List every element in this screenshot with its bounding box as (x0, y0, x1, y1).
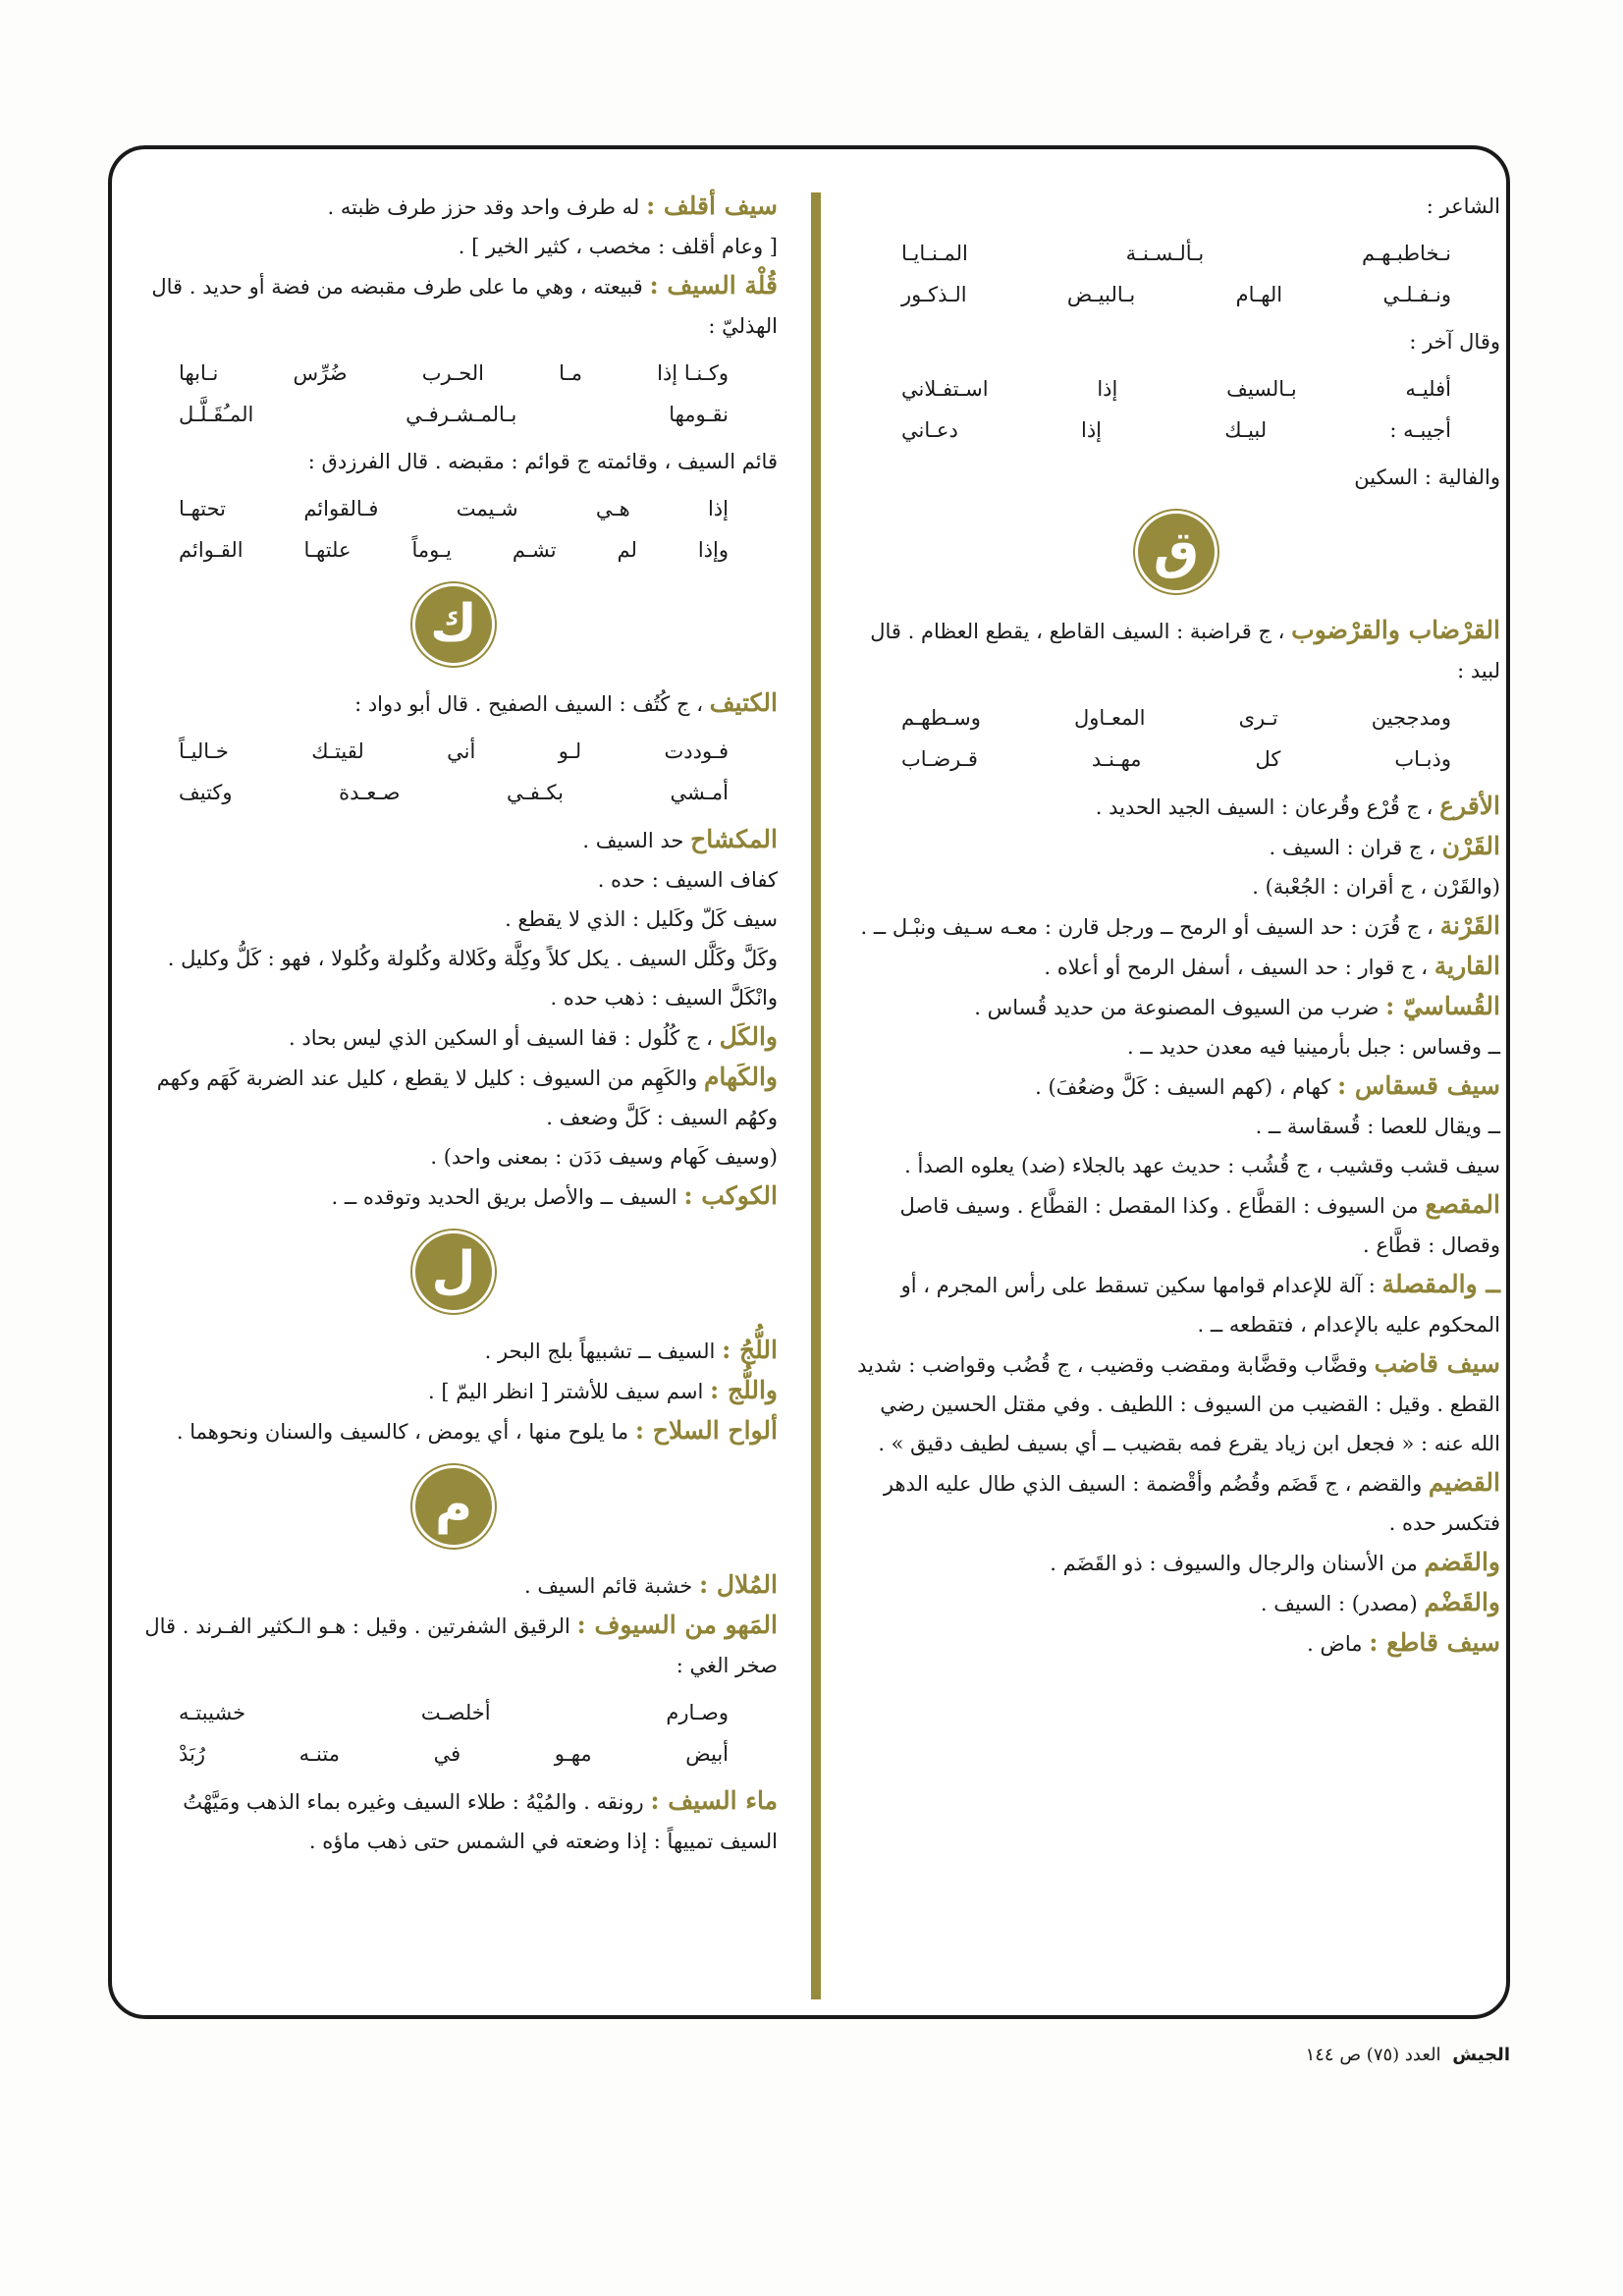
verse-word: دعـاني (901, 418, 958, 442)
definition: حد السيف . (582, 829, 684, 852)
entry-mahw (130, 1606, 778, 1685)
verse-word: علتهـا (303, 538, 352, 562)
entry-qarn (852, 827, 1500, 867)
headword: الأقرع (1439, 792, 1500, 820)
verse-word: الـذكـور (901, 283, 967, 306)
definition: ، ج قراضبة : السيف القاطع ، يقطع العظام . قال لبيد : (870, 620, 1500, 683)
definition: ما يلوح منها ، أي يومض ، كالسيف والسنان ونحوهما . (176, 1420, 629, 1444)
definition: من السيوف : القطَّاع . وكذا المقصل : القطَّاع . وسيف قاصل وقصال : قطَّاع . (899, 1194, 1500, 1257)
entry-lujj-2 (130, 1371, 778, 1411)
text-line: والفالية : السكين (1354, 465, 1500, 489)
magazine-name: الجيش (1452, 2045, 1510, 2065)
verse-word: بـالسيف (1226, 377, 1297, 401)
definition: ماض . (1307, 1632, 1363, 1656)
letter-badge-mim: م (412, 1465, 495, 1548)
definition: له طرف واحد وقد حزز طرف ظبته . (327, 195, 640, 219)
definition: ، ج كُتُف : السيف الصفيح . قال أبو دواد : (354, 692, 703, 716)
headword: المكشاح (690, 825, 778, 853)
entry-maa-sayf (130, 1781, 778, 1861)
headword: المقصع (1425, 1190, 1500, 1219)
letter-badge-qaf: ق (1135, 511, 1217, 593)
verse-word: كل (1255, 747, 1281, 771)
text-line: [ وعام أقلف : مخصب ، كثير الخير ] . (458, 235, 778, 258)
definition: : آلة للإعدام قوامها سكين تسقط على رأس المجرم ، أو المحكوم عليه بالإعدام ، فتقطعه ــ . (900, 1274, 1500, 1337)
verse-word: الحـرب (421, 361, 485, 385)
headword: سيف قاضب (1374, 1349, 1500, 1378)
headword: والكَهام (703, 1063, 778, 1091)
definition: والقضم ، ج قَضَم وقُضُم وأقْضمة : السيف الذي طال عليه الدهر فتكسر حده . (883, 1472, 1500, 1535)
verse-word: مهـنـد (1091, 747, 1142, 771)
verse-word: ضُرِّس (293, 361, 348, 385)
definition: ، ج قران : السيف . (1269, 836, 1435, 859)
verse-word: اسـتفـلاني (901, 377, 989, 401)
letter-badge-kaf: ك (412, 583, 495, 666)
verse-word: وذبـاب (1394, 747, 1451, 771)
text-line: الشاعر : (1426, 194, 1500, 218)
verse-word: أمـشي (670, 781, 729, 804)
verse-word: إذا (707, 497, 729, 520)
verse-line (901, 410, 1451, 450)
definition: قبيعته ، وهي ما على طرف مقبضه من فضة أو حديد . قال الهذليّ : (151, 275, 778, 338)
verse-word: إذا (1097, 377, 1118, 401)
headword: سيف قسقاس : (1336, 1071, 1500, 1100)
verse-word: الهـام (1235, 283, 1283, 306)
verse-line (179, 732, 729, 771)
verse-word: لقيتـك (311, 739, 364, 763)
verse-line (901, 739, 1451, 779)
definition: كهام ، (كهم السيف : كَلَّ وضعُفَ) . (1035, 1075, 1331, 1099)
page-footer (1129, 2045, 1510, 2065)
entry-miqsala (852, 1265, 1500, 1344)
headword: القرْضاب والقرْضوب (1291, 616, 1500, 644)
headword: المَهو من السيوف : (576, 1611, 778, 1639)
verse-line (179, 1734, 729, 1774)
verse-word: المـنـايـا (901, 242, 968, 265)
verse-word: قـرضـاب (901, 747, 978, 771)
verse-word: أني (447, 739, 476, 763)
entry-qadam (852, 1543, 1500, 1583)
headword: ماء السيف : (650, 1786, 778, 1815)
verse-line (179, 773, 729, 812)
entry-qati (852, 1623, 1500, 1664)
definition: والكَهِم من السيوف : كليل لا يقطع ، كليل عند الضربة كَهَم وكهم وكهُم السيف : كَلَّ وضعف . (156, 1066, 778, 1129)
headword: واللُّج : (710, 1376, 778, 1404)
verse-line (179, 1693, 729, 1732)
verse-line (901, 369, 1451, 409)
definition: خشبة قائم السيف . (523, 1574, 693, 1598)
verse-word: يـوماً (411, 538, 452, 562)
definition: اسم سيف للأشتر [ انظر اليمّ ] . (427, 1380, 704, 1403)
entry-mulal (130, 1565, 778, 1606)
definition: ، ج قُرَن : حد السيف أو الرمح ــ ورجل قارن : معـه سـيف ونبْـل ــ . (860, 915, 1434, 939)
headword: القارية (1434, 952, 1500, 980)
verse-word: مهـو (554, 1742, 592, 1766)
headword: القضيم (1428, 1468, 1500, 1497)
headword: اللُّجُ : (722, 1336, 778, 1364)
text-line: وقال آخر : (1409, 330, 1500, 354)
verse-line (179, 489, 729, 528)
entry-qarna (852, 906, 1500, 947)
definition: السيف ــ تشبيهاً بلج البحر . (484, 1339, 716, 1363)
headword: والقَضْم (1424, 1588, 1500, 1616)
text-line: (وسيف كَهام وسيف دَدَن : بمعنى واحد) . (430, 1145, 778, 1169)
entry-qusasi (852, 987, 1500, 1027)
headword: والقَضم (1424, 1548, 1500, 1576)
definition: ضرب من السيوف المصنوعة من حديد قُساس . (974, 996, 1380, 1019)
verse-word: بـالبيـض (1066, 283, 1136, 306)
verse-word: لم (617, 538, 637, 562)
entry-qariya (852, 947, 1500, 987)
verse-line (901, 275, 1451, 314)
headword: القُساسيّ : (1385, 992, 1500, 1020)
text-line: كفاف السيف : حده . (597, 868, 778, 892)
headword: القَرْنة (1439, 911, 1500, 940)
entry-aqra (852, 787, 1500, 827)
issue-page: العدد (٧٥) ص ١٤٤ (1305, 2045, 1441, 2065)
verse-word: المعـاول (1074, 706, 1146, 730)
verse-line (179, 395, 729, 434)
text-line: وكَلَّ وكَلَّل السيف . يكل كلاً وكِلَّة وكَلالة وكُلولة وكُلولا ، فهو : كَلُّ وكليل . وانْكَلَّ السيف : ذهب حده . (167, 947, 778, 1010)
verse-word: بكـفـي (507, 781, 564, 804)
verse-word: أجيبـه : (1389, 418, 1451, 442)
definition: رونقه . والمُيْهُ : طلاء السيف وغيره بماء الذهب ومَيَّهْتُ السيف تمييهاً : إذا وضعته في الشمس حتى ذهب ماؤه . (183, 1790, 778, 1853)
verse-word: تـرى (1238, 706, 1278, 730)
verse-word: لبيـك (1224, 418, 1268, 442)
verse-word: وصـارم (666, 1701, 729, 1724)
headword: سيف قاطع : (1369, 1628, 1500, 1657)
letter-badge-lam: ل (412, 1230, 495, 1313)
verse-word: نـخاطبـهـم (1362, 242, 1451, 265)
entry-katif (130, 683, 778, 724)
text-line: ــ ويقال للعصا : قُسقاسة ــ . (1255, 1115, 1500, 1138)
definition: من الأسنان والرجال والسيوف : ذو القَضَم . (1050, 1552, 1418, 1575)
entry-qusqas (852, 1066, 1500, 1107)
entry-qadim (852, 1463, 1500, 1543)
verse-word: أبيض (685, 1742, 729, 1766)
left-column (130, 187, 778, 1861)
entry-lujj (130, 1331, 778, 1371)
verse-line (901, 234, 1451, 273)
verse-word: وإذا (697, 538, 729, 562)
entry-kawkab (130, 1176, 778, 1217)
column-divider (811, 192, 821, 1999)
definition: (مصدر) : السيف . (1260, 1592, 1418, 1615)
verse-word: بـألـسـنـة (1125, 242, 1205, 265)
verse-word: نقـومها (669, 403, 729, 426)
verse-word: لـو (558, 739, 582, 763)
text-line: (والقَرْن ، ج أقران : الجُعْبة) . (1252, 875, 1500, 899)
headword: ــ والمقصلة (1381, 1270, 1500, 1298)
text-line: سيف قشب وقشيب ، ج قُشُب : حديث عهد بالجلاء (ضد) يعلوه الصدأ . (904, 1154, 1500, 1177)
entry-qulla (130, 266, 778, 346)
text-line: سيف كَلّ وكَليل : الذي لا يقطع . (505, 907, 778, 931)
entry-aqlaf (130, 187, 778, 227)
definition: السيف ــ والأصل بريق الحديد وتوقده ــ . (331, 1185, 677, 1209)
entry-qirdab (852, 611, 1500, 690)
verse-word: وكتيف (179, 781, 233, 804)
verse-word: تشـم (512, 538, 557, 562)
verse-word: أفليـه (1405, 377, 1451, 401)
headword: الكوكب : (683, 1181, 778, 1210)
entry-kaham (130, 1058, 778, 1137)
verse-word: في (433, 1742, 461, 1766)
entry-maqsa (852, 1185, 1500, 1265)
entry-qadm (852, 1583, 1500, 1623)
verse-word: القـوائم (179, 538, 243, 562)
definition: ، ج قُرْع وقُرعان : السيف الجيد الحديد . (1095, 795, 1434, 819)
headword: القَرْن (1441, 832, 1500, 860)
verse-word: فـالقوائم (303, 497, 379, 520)
headword: قُلْة السيف : (649, 271, 778, 300)
verse-word: وكـنـا إذا (657, 361, 729, 385)
text-line: ــ وقساس : جبل بأرمينيا فيه معدن حديد ــ . (1127, 1035, 1500, 1059)
entry-qadib (852, 1344, 1500, 1463)
definition: وقضَّاب وقضَّابة ومقضب وقضيب ، ج قُضُب وقواضب : شديد القطع . وقيل : القضيب من السيوف : اللطيف . وفي مقتل الحسين رضي الله عنه : « فجعل ابن زياد يقرع فمه بقضيب ــ أي بسيف لطيف دقيق » . (857, 1353, 1500, 1455)
verse-word: شـيمت (456, 497, 518, 520)
text-line: قائم السيف ، وقائمته ج قوائم : مقبضه . قال الفرزدق : (307, 450, 778, 473)
verse-word: خشيبتـه (179, 1701, 246, 1724)
verse-word: نـابها (179, 361, 219, 385)
verse-word: وسـطهـم (901, 706, 981, 730)
verse-word: المـُقَـلَّـل (179, 403, 254, 426)
verse-line (179, 530, 729, 570)
verse-word: هـي (595, 497, 630, 520)
headword: المُلال : (698, 1570, 778, 1599)
verse-line (901, 698, 1451, 738)
definition: ، ج كُلُول : قفا السيف أو السكين الذي ليس بحاد . (289, 1026, 713, 1050)
entry-kal (130, 1017, 778, 1058)
headword: الكتيف (709, 688, 778, 717)
verse-word: بـالمـشـرفـي (406, 403, 517, 426)
verse-word: أخلصـت (420, 1701, 491, 1724)
verse-word: ومدججين (1371, 706, 1451, 730)
definition: الرقيق الشفرتين . وقيل : هـو الـكثير الفـرند . قال صخر الغي : (144, 1614, 778, 1677)
verse-word: صـعـدة (339, 781, 401, 804)
headword: سيف أقلف : (645, 191, 778, 220)
right-column (852, 187, 1500, 1664)
verse-word: إذا (1081, 418, 1103, 442)
verse-line (179, 354, 729, 393)
headword: والكَل (719, 1022, 778, 1051)
definition: ، ج قوار : حد السيف ، أسفل الرمح أو أعلاه . (1044, 956, 1429, 979)
entry-mikshah (130, 820, 778, 860)
verse-word: رُبَدْ (179, 1742, 206, 1766)
verse-word: فـوددت (664, 739, 729, 763)
verse-word: متنـه (298, 1742, 340, 1766)
verse-word: تحتهـا (179, 497, 226, 520)
verse-word: خـاليـاً (179, 739, 229, 763)
entry-alwah (130, 1411, 778, 1451)
headword: ألواح السلاح : (634, 1416, 778, 1445)
verse-word: مـا (559, 361, 582, 385)
verse-word: ونـفـلـي (1382, 283, 1451, 306)
